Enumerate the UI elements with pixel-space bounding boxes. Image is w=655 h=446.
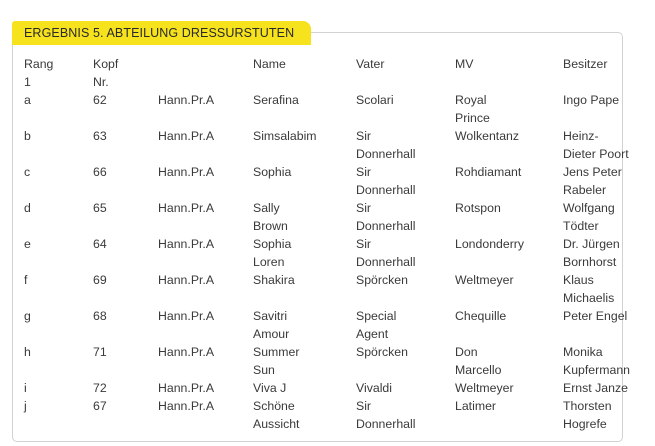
cell-besitzer-line: Bornhorst xyxy=(563,255,617,269)
cell-rasse: Hann.Pr.A xyxy=(158,165,215,179)
cell-vater-line: Donnerhall xyxy=(356,183,416,197)
cell-besitzer xyxy=(563,235,629,271)
table-row xyxy=(24,163,629,199)
cell-mv-line: Rotspon xyxy=(455,201,501,215)
cell-vater-line: Sir xyxy=(356,237,372,251)
cell-mv xyxy=(455,343,563,379)
cell-mv xyxy=(455,127,563,163)
cell-vater-line: Sir xyxy=(356,399,372,413)
cell-name-line: Savitri xyxy=(253,309,288,323)
cell-name xyxy=(253,397,356,433)
cell-besitzer xyxy=(563,343,629,379)
cell-besitzer-line: Michaelis xyxy=(563,291,615,305)
cell-name-line: Sophia xyxy=(253,237,292,251)
cell-besitzer xyxy=(563,307,629,343)
cell-besitzer xyxy=(563,91,629,127)
cell-name-line: Loren xyxy=(253,255,285,269)
cell-mv-line: Londonderry xyxy=(455,237,525,251)
cell-rang: i xyxy=(24,381,27,395)
results-table xyxy=(24,55,629,433)
cell-rasse: Hann.Pr.A xyxy=(158,399,215,413)
cell-vater xyxy=(356,379,455,397)
cell-name xyxy=(253,271,356,307)
cell-rang: e xyxy=(24,237,31,251)
table-row xyxy=(24,271,629,307)
table-row xyxy=(24,199,629,235)
cell-besitzer xyxy=(563,163,629,199)
cell-rang: h xyxy=(24,345,31,359)
header-vater: Vater xyxy=(356,57,385,71)
cell-vater-line: Sir xyxy=(356,165,372,179)
cell-kopf: 72 xyxy=(93,381,107,395)
cell-besitzer-line: Dieter Poort xyxy=(563,147,629,161)
cell-vater xyxy=(356,127,455,163)
cell-name-line: Brown xyxy=(253,219,288,233)
cell-besitzer-line: Ernst Janze xyxy=(563,381,628,395)
cell-vater-line: Vivaldi xyxy=(356,381,393,395)
cell-rang: c xyxy=(24,165,31,179)
cell-mv xyxy=(455,379,563,397)
cell-rang: d xyxy=(24,201,31,215)
header-rang xyxy=(24,55,93,91)
cell-mv-line: Prince xyxy=(455,111,490,125)
cell-mv-line: Chequille xyxy=(455,309,507,323)
cell-kopf: 69 xyxy=(93,273,107,287)
table-row xyxy=(24,127,629,163)
cell-besitzer-line: Tödter xyxy=(563,219,599,233)
cell-name-line: Shakira xyxy=(253,273,295,287)
cell-rasse: Hann.Pr.A xyxy=(158,201,215,215)
cell-rasse: Hann.Pr.A xyxy=(158,93,215,107)
cell-besitzer-line: Peter Engel xyxy=(563,309,628,323)
cell-name-line: Schöne xyxy=(253,399,295,413)
cell-kopf: 71 xyxy=(93,345,107,359)
cell-rang: j xyxy=(24,399,27,413)
cell-vater-line: Spörcken xyxy=(356,273,408,287)
cell-mv xyxy=(455,397,563,433)
header-rasse xyxy=(158,55,253,91)
cell-besitzer-line: Kupfermann xyxy=(563,363,630,377)
header-kopf xyxy=(93,55,158,91)
cell-vater xyxy=(356,91,455,127)
cell-name-line: Sophia xyxy=(253,165,292,179)
table-header-row xyxy=(24,55,629,91)
cell-vater xyxy=(356,163,455,199)
table-row xyxy=(24,235,629,271)
cell-mv xyxy=(455,235,563,271)
cell-kopf: 62 xyxy=(93,93,107,107)
cell-vater xyxy=(356,199,455,235)
cell-besitzer-line: Ingo Pape xyxy=(563,93,620,107)
cell-rasse: Hann.Pr.A xyxy=(158,345,215,359)
cell-rasse: Hann.Pr.A xyxy=(158,273,215,287)
cell-name-line: Serafina xyxy=(253,93,299,107)
cell-rang: g xyxy=(24,309,31,323)
cell-besitzer xyxy=(563,127,629,163)
cell-besitzer xyxy=(563,397,629,433)
header-name: Name xyxy=(253,57,286,71)
cell-besitzer-line: Jens Peter xyxy=(563,165,622,179)
cell-mv-line: Wolkentanz xyxy=(455,129,520,143)
cell-mv-line: Marcello xyxy=(455,363,502,377)
cell-vater xyxy=(356,397,455,433)
cell-vater-line: Scolari xyxy=(356,93,394,107)
cell-mv-line: Weltmeyer xyxy=(455,273,514,287)
cell-mv-line: Rohdiamant xyxy=(455,165,522,179)
cell-name-line: Sun xyxy=(253,363,275,377)
cell-name xyxy=(253,379,356,397)
cell-kopf: 63 xyxy=(93,129,107,143)
cell-kopf: 66 xyxy=(93,165,107,179)
cell-mv-line: Latimer xyxy=(455,399,497,413)
cell-besitzer xyxy=(563,199,629,235)
cell-vater-line: Agent xyxy=(356,327,389,341)
cell-besitzer-line: Hogrefe xyxy=(563,417,607,431)
cell-vater-line: Special xyxy=(356,309,397,323)
cell-name-line: Amour xyxy=(253,327,290,341)
cell-mv-line: Royal xyxy=(455,93,487,107)
cell-kopf: 64 xyxy=(93,237,107,251)
cell-name xyxy=(253,199,356,235)
cell-mv xyxy=(455,271,563,307)
cell-vater xyxy=(356,307,455,343)
cell-name xyxy=(253,127,356,163)
cell-vater xyxy=(356,271,455,307)
cell-vater-line: Spörcken xyxy=(356,345,408,359)
table-row xyxy=(24,379,629,397)
cell-name-line: Summer xyxy=(253,345,300,359)
cell-rasse: Hann.Pr.A xyxy=(158,309,215,323)
cell-vater-line: Sir xyxy=(356,129,372,143)
cell-mv xyxy=(455,91,563,127)
cell-besitzer-line: Heinz- xyxy=(563,129,599,143)
cell-rasse: Hann.Pr.A xyxy=(158,237,215,251)
cell-besitzer xyxy=(563,379,629,397)
table-row xyxy=(24,397,629,433)
cell-vater xyxy=(356,343,455,379)
cell-besitzer-line: Thorsten xyxy=(563,399,612,413)
cell-name-line: Aussicht xyxy=(253,417,300,431)
cell-kopf: 68 xyxy=(93,309,107,323)
cell-rang: b xyxy=(24,129,31,143)
cell-rang: a xyxy=(24,93,31,107)
cell-vater-line: Donnerhall xyxy=(356,147,416,161)
header-besitzer: Besitzer xyxy=(563,57,608,71)
cell-name-line: Simsalabim xyxy=(253,129,317,143)
cell-besitzer-line: Klaus xyxy=(563,273,594,287)
cell-besitzer xyxy=(563,271,629,307)
cell-name-line: Sally xyxy=(253,201,280,215)
cell-kopf: 67 xyxy=(93,399,107,413)
header-kopf-label-2: Nr. xyxy=(93,75,109,89)
cell-mv-line: Don xyxy=(455,345,478,359)
cell-besitzer-line: Rabeler xyxy=(563,183,607,197)
cell-vater-line: Donnerhall xyxy=(356,417,416,431)
cell-vater xyxy=(356,235,455,271)
header-kopf-label: Kopf xyxy=(93,57,119,71)
cell-vater-line: Donnerhall xyxy=(356,219,416,233)
cell-name-line: Viva J xyxy=(253,381,287,395)
cell-name xyxy=(253,163,356,199)
cell-vater-line: Sir xyxy=(356,201,372,215)
header-rang-label: Rang xyxy=(24,57,54,71)
cell-vater-line: Donnerhall xyxy=(356,255,416,269)
header-mv: MV xyxy=(455,57,474,71)
cell-mv xyxy=(455,307,563,343)
table-row xyxy=(24,343,629,379)
cell-rasse: Hann.Pr.A xyxy=(158,381,215,395)
cell-mv-line: Weltmeyer xyxy=(455,381,514,395)
cell-rasse: Hann.Pr.A xyxy=(158,129,215,143)
results-body xyxy=(24,91,629,433)
cell-mv xyxy=(455,163,563,199)
cell-kopf: 65 xyxy=(93,201,107,215)
cell-mv xyxy=(455,199,563,235)
table-row xyxy=(24,91,629,127)
cell-name xyxy=(253,91,356,127)
cell-name xyxy=(253,343,356,379)
cell-name xyxy=(253,235,356,271)
cell-rang: f xyxy=(24,273,28,287)
section-title: ERGEBNIS 5. ABTEILUNG DRESSURSTUTEN xyxy=(12,21,311,45)
header-rang-label-2: 1 xyxy=(24,75,31,89)
cell-besitzer-line: Monika xyxy=(563,345,603,359)
cell-besitzer-line: Wolfgang xyxy=(563,201,615,215)
cell-name xyxy=(253,307,356,343)
cell-besitzer-line: Dr. Jürgen xyxy=(563,237,620,251)
table-row xyxy=(24,307,629,343)
